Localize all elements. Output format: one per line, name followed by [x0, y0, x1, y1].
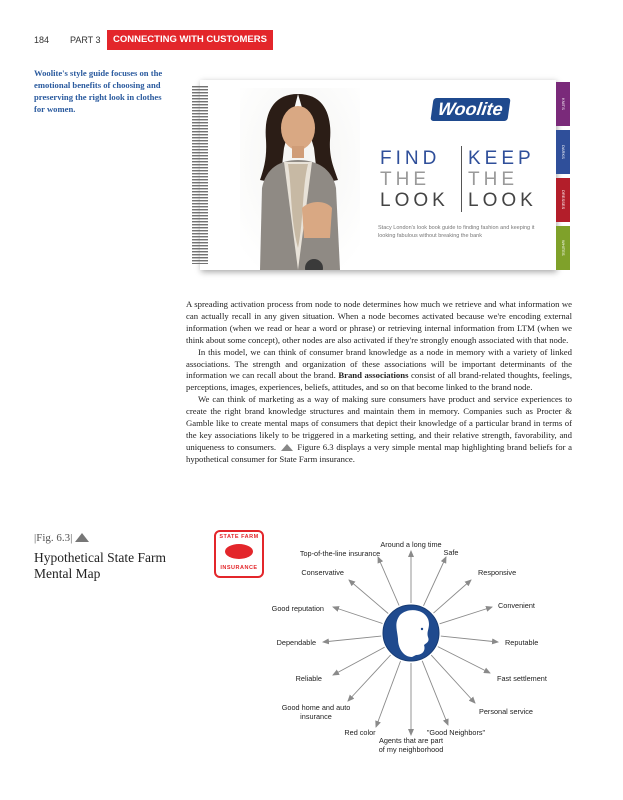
association-arrow-responsive: [434, 580, 472, 613]
association-label-responsive: Responsive: [478, 568, 517, 577]
find-the-look-title: FIND THE LOOK: [380, 148, 449, 211]
tab-whites: WHITES: [556, 226, 570, 270]
association-label-agents: Agents that are part of my neighborhood: [378, 736, 444, 754]
body-text: [186, 299, 572, 466]
figure-title: Hypothetical State Farm Mental Map: [34, 550, 166, 581]
spiral-binding: [192, 86, 208, 264]
association-label-conservative: Conservative: [301, 568, 344, 577]
part-label: PART 3: [70, 35, 101, 45]
association-arrow-good-home-and-auto: [348, 655, 391, 701]
association-arrow-good-neighbors: [422, 661, 448, 725]
greek-profile-icon: [396, 610, 429, 657]
keep-the-look-title: KEEP THE LOOK: [468, 148, 537, 211]
mental-map-diagram: [186, 525, 586, 795]
paragraph-1: A spreading activation process from node to node determines how much we retrieve and what information we can actually recall in any given situation. When a node becomes activated because we're encoding external information (when we read or hear a word or phrase) or retrieving internal information from LTM (when we think about some concept), other nodes are also activated if they're strongly enough associated with that node.: [186, 299, 572, 345]
tab-darks: DARKS: [556, 130, 570, 174]
tab-dresses: DRESSES: [556, 178, 570, 222]
association-label-personal-service: Personal service: [479, 707, 533, 716]
key-term-brand-associations: Brand associations: [338, 370, 409, 381]
association-label-dependable: Dependable: [276, 638, 316, 647]
association-label-red-color: Red color: [344, 728, 376, 737]
association-arrow-conservative: [349, 580, 388, 614]
brand-node: [383, 605, 439, 661]
figure-label: |Fig. 6.3|: [34, 532, 91, 544]
book-tabs: [556, 80, 572, 270]
figure-marker-icon: [281, 444, 293, 451]
association-label-reliable: Reliable: [295, 674, 322, 683]
association-arrow-dependable: [323, 636, 381, 642]
association-label-safe: Safe: [443, 548, 459, 557]
book-subtitle: Stacy London's look book guide to finding fashion and keeping it looking fabulous without breaking the bank: [378, 225, 535, 239]
association-arrow-fast-settlement: [438, 647, 490, 673]
figure-reference: Figure 6.3: [297, 441, 334, 452]
association-arrow-safe: [424, 557, 447, 606]
paragraph-2: In this model, we can think of consumer brand knowledge as a node in memory with a variety of linked associations. The strength and organization of these associations will be important determinants of the information we can recall about the brand. Brand associations consist of all brand-related thoughts, feelings, perceptions, images, experiences, beliefs, attitudes, and so on that become linked to the brand node.: [186, 346, 572, 393]
page-number: 184: [34, 35, 50, 45]
figure-marker-icon: [75, 533, 89, 542]
association-label-fast-settlement: Fast settlement: [497, 674, 547, 683]
woolite-logo: Woolite: [430, 98, 510, 121]
association-arrow-convenient: [440, 607, 492, 624]
association-arrow-top-of-the-line: [378, 557, 399, 606]
association-arrow-reputable: [441, 636, 498, 642]
book-page: [200, 80, 556, 270]
photo-caption: Woolite's style guide focuses on the emotional benefits of choosing and preserving the right look in clothes for women.: [34, 68, 163, 114]
association-label-reputable: Reputable: [505, 638, 539, 647]
association-label-good-home-and-auto: Good home and auto insurance: [281, 703, 351, 721]
association-label-good-neighbors: "Good Neighbors": [426, 728, 486, 737]
paragraph-3: We can think of marketing as a way of making sure consumers have product and service experiences to create the right brand knowledge structures and maintain them in memory. Companies such as Procter & Gamble like to create mental maps of consumers that depict their knowledge of a particular brand in terms of the key associations likely to be triggered in a marketing setting, and their relative strength, favorability, and uniqueness to consumers. Figure 6.3 displays a very simple mental map highlighting brand beliefs for a hypothetical consumer for State Farm insurance.: [186, 394, 573, 464]
association-label-convenient: Convenient: [498, 601, 535, 610]
woolite-style-guide-image: [192, 80, 572, 270]
tab-knits: KNITS: [556, 82, 570, 126]
association-label-good-reputation: Good reputation: [271, 604, 324, 613]
association-label-top-of-the-line: Top-of-the-line insurance: [299, 549, 381, 558]
association-arrow-reliable: [333, 647, 385, 675]
state-farm-logo: STATE FARM INSURANCE: [214, 530, 264, 578]
association-arrow-good-reputation: [333, 607, 383, 624]
title-divider: [461, 146, 462, 212]
association-label-around-a-long-time: Around a long time: [380, 540, 442, 549]
chapter-banner: CONNECTING WITH CUSTOMERS: [107, 30, 273, 50]
woman-photo: [240, 88, 360, 270]
association-arrow-red-color: [376, 661, 401, 727]
